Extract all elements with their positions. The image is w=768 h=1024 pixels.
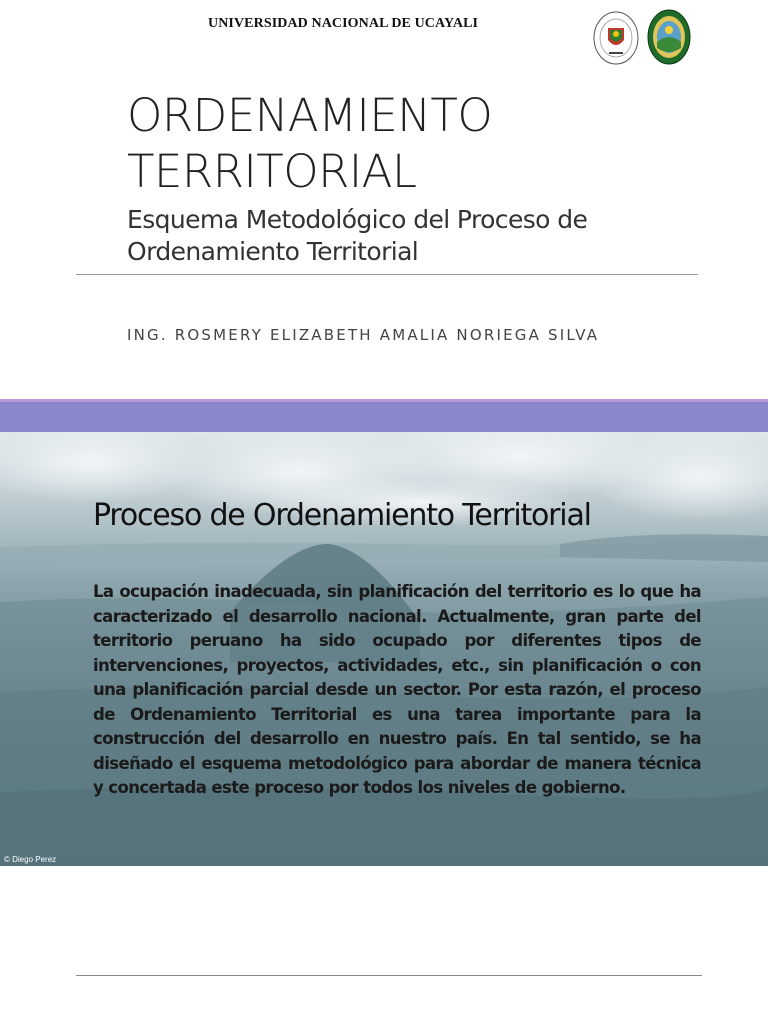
photo-credit: © Diego Perez xyxy=(4,855,57,864)
section-body-paragraph: La ocupación inadecuada, sin planificación del territorio es lo que ha caracterizado el desarrollo nacional. Actualmente, gran parte del territorio peruano ha sido ocupado por diferentes tipos de intervenciones, proyectos, actividades, etc., sin planificación o con una planificación parcial desde un sector. Por esta razón, el proceso de Ordenamiento Territorial es una tarea importante para la construcción del desarrollo en nuestro país. En tal sentido, se ha diseñado el esquema metodológico para abordar de manera técnica y concertada este proceso por todos los niveles de gobierno. xyxy=(93,582,701,797)
university-seal-icon xyxy=(592,8,640,66)
subtitle-line-2: Ordenamiento Territorial xyxy=(127,237,419,266)
university-name: UNIVERSIDAD NACIONAL DE UCAYALI xyxy=(208,16,479,31)
regional-emblem-icon xyxy=(646,8,692,66)
main-title-line-2: TERRITORIAL xyxy=(127,145,417,198)
main-title xyxy=(127,88,687,200)
footer-divider xyxy=(76,975,702,976)
subtitle-line-1: Esquema Metodológico del Proceso de xyxy=(127,205,588,234)
section-title: Proceso de Ordenamiento Territorial xyxy=(93,498,591,533)
subtitle xyxy=(127,204,687,268)
author-name: ING. ROSMERY ELIZABETH AMALIA NORIEGA SILVA xyxy=(127,326,600,344)
purple-band xyxy=(0,402,768,432)
main-title-line-1: ORDENAMIENTO xyxy=(127,89,493,142)
title-divider xyxy=(76,274,698,275)
